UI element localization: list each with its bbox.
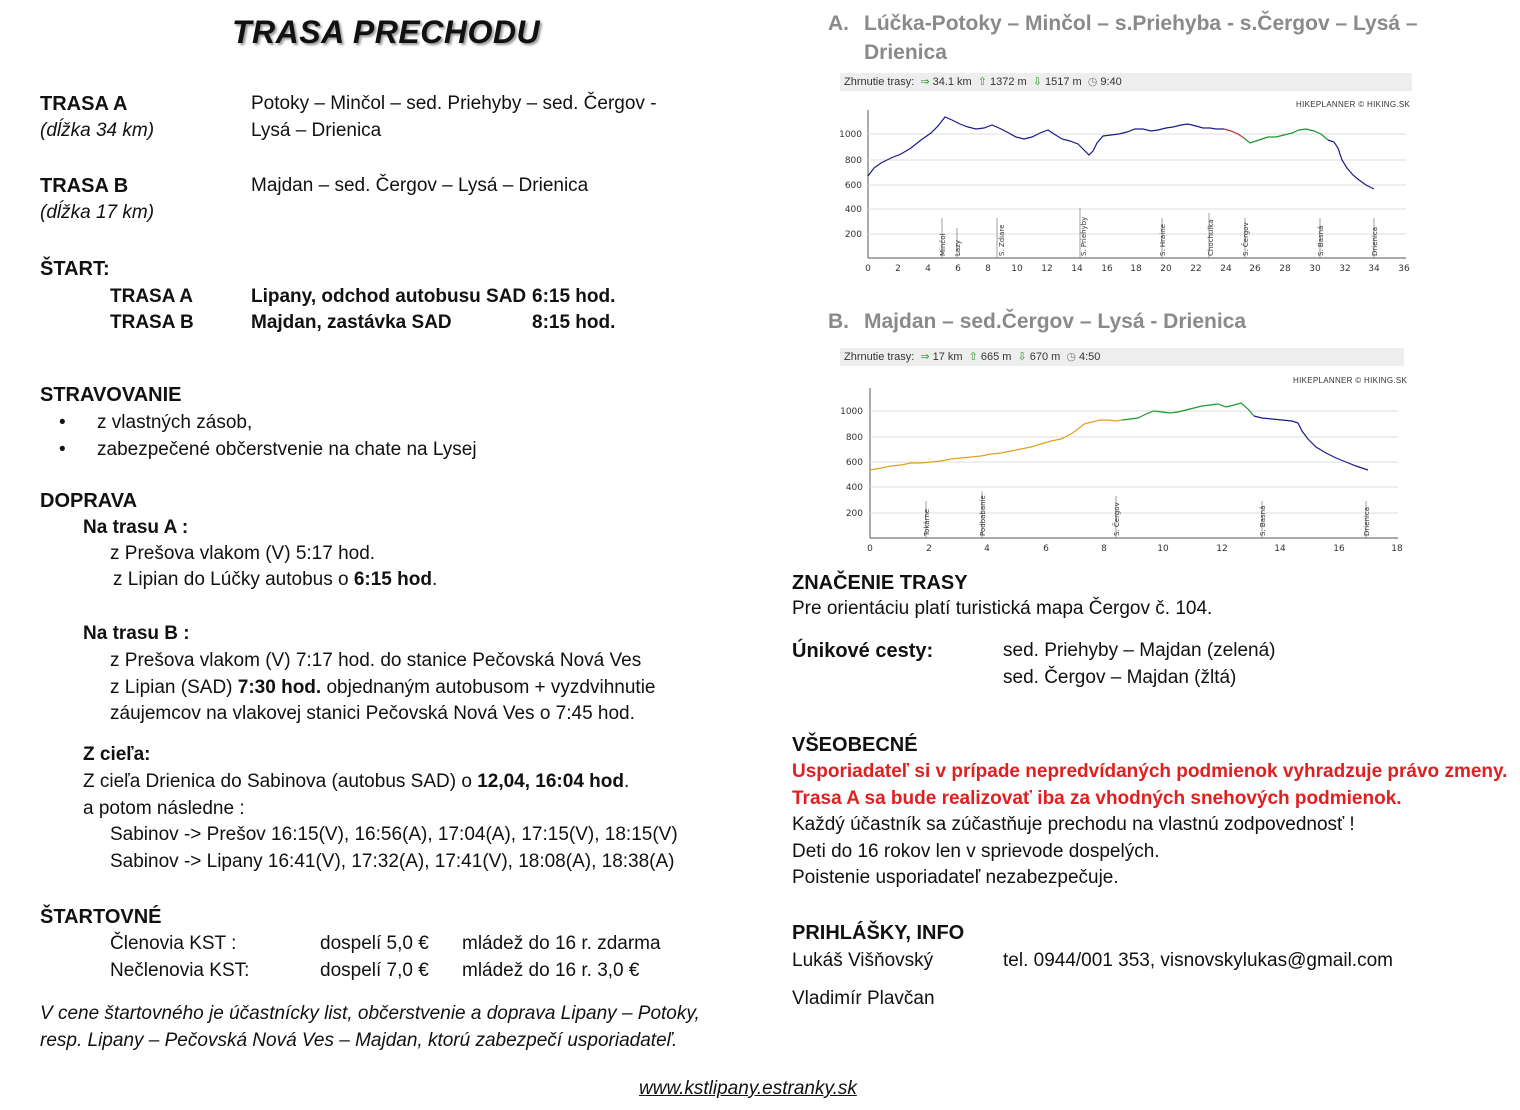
x-tick-label: 12 [1216,544,1228,554]
distance-value: 34.1 km [932,76,972,88]
descent-icon: ⇩ [1017,351,1027,363]
waypoint-markers [926,491,1366,538]
waypoint-label: S. Čergov [1242,222,1250,256]
ascent-icon: ⇧ [977,76,988,88]
profile-b-letter: B. [828,310,849,333]
clock-icon: ◷ [1066,351,1076,363]
escape-label: Únikové cesty: [792,640,934,662]
x-tick-label: 28 [1279,264,1291,274]
profile-b-brand: HIKEPLANNER © HIKING.SK [1293,376,1408,385]
escape-route: sed. Čergov – Majdan (žltá) [1003,667,1237,688]
food-heading: STRAVOVANIE [40,384,182,406]
page-title: TRASA PRECHODU [232,14,541,50]
fee-youth: mládež do 16 r. zdarma [462,933,661,954]
start-row-time: 6:15 hod. [532,286,616,307]
y-tick-label: 800 [844,156,862,166]
waypoint-label: Minčol [939,233,947,256]
ascent-value: 665 m [980,351,1012,363]
general-line: Poistenie usporiadateľ nezabezpečuje. [792,867,1119,888]
contact-phone-email: tel. 0944/001 353, visnovskylukas@gmail.com [1003,950,1393,971]
general-line: Deti do 16 rokov len v sprievode dospelých. [792,841,1160,862]
waypoint-label: Lazy [954,239,962,256]
clock-icon: ◷ [1087,76,1098,88]
x-tick-label: 24 [1220,264,1232,274]
goal-line4: Sabinov -> Lipany 16:41(V), 17:32(A), 17:41(V), 18:08(A), 18:38(A) [110,851,675,872]
x-tick-label: 2 [926,544,932,554]
x-tick-label: 26 [1249,264,1261,274]
x-tick-label: 30 [1309,264,1321,274]
y-tick-labels [839,130,862,240]
marking-heading: ZNAČENIE TRASY [792,572,968,594]
ascent-value: 1372 m [990,76,1027,88]
elevation-line-blue-end [1328,140,1374,189]
fee-note-line1: V cene štartovného je účastnícky list, občerstvenie a doprava Lipany – Potoky, [40,1003,700,1024]
fee-youth: mládež do 16 r. 3,0 € [462,960,640,981]
distance-value: 17 km [932,351,963,363]
x-tick-label: 8 [985,264,991,274]
waypoint-label: S. Hraine [1159,223,1167,256]
profile-b-summary-bar [840,348,1404,366]
x-tick-label: 18 [1391,544,1403,554]
fee-who: Členovia KST : [110,933,237,954]
transport-heading: DOPRAVA [40,490,138,512]
general-warning: Usporiadateľ si v prípade nepredvídaných podmienok vyhradzuje právo zmeny. [792,761,1508,782]
fee-who: Nečlenovia KST: [110,960,250,981]
x-tick-label: 0 [867,544,873,554]
start-row-place: Majdan, zastávka SAD [251,312,452,333]
gridlines [870,411,1398,513]
y-tick-label: 200 [845,509,863,519]
x-tick-label: 14 [1071,264,1083,274]
route-a-line1: Potoky – Minčol – sed. Priehyby – sed. Čergov - [251,93,657,114]
y-tick-label: 600 [844,181,862,191]
x-tick-label: 18 [1130,264,1142,274]
waypoint-label: S. Čergov [1113,502,1121,536]
route-b-label: TRASA B [40,175,129,197]
start-heading: ŠTART: [40,258,110,280]
transport-a-heading: Na trasu A : [83,517,189,538]
x-tick-labels [867,544,1403,554]
y-tick-label: 1000 [839,130,862,140]
x-tick-label: 14 [1274,544,1286,554]
waypoint-label: S. Priehyby [1080,216,1088,256]
start-row-label: TRASA A [110,286,194,307]
contact-name: Lukáš Višňovský [792,950,934,971]
duration-value: 9:40 [1100,76,1122,88]
contact-name: Vladimír Plavčan [792,988,935,1009]
ascent-icon: ⇧ [968,351,978,363]
y-tick-label: 400 [845,483,863,493]
y-tick-label: 400 [844,205,862,215]
start-row-place: Lipany, odchod autobusu SAD [251,286,527,307]
profile-a-letter: A. [828,12,849,35]
escape-route: sed. Priehyby – Majdan (zelená) [1003,640,1276,661]
x-tick-label: 10 [1011,264,1023,274]
x-tick-label: 36 [1398,264,1410,274]
goal-heading: Z cieľa: [83,744,151,765]
distance-icon: ⇒ [920,351,930,363]
waypoint-label: Podbabanie [979,495,987,536]
y-tick-labels [840,407,863,519]
x-tick-label: 6 [1043,544,1049,554]
transport-a-line2: z Lipian do Lúčky autobus o 6:15 hod. [113,569,438,590]
x-tick-label: 6 [955,264,961,274]
profile-a-brand: HIKEPLANNER © HIKING.SK [1296,100,1411,109]
x-tick-label: 4 [925,264,931,274]
descent-value: 1517 m [1045,76,1082,88]
waypoint-label: S. Basná [1317,225,1325,256]
y-tick-label: 800 [845,433,863,443]
x-tick-label: 20 [1160,264,1172,274]
fee-adult: dospelí 5,0 € [320,933,429,954]
x-tick-label: 2 [895,264,901,274]
waypoint-label: Drienica [1371,226,1379,256]
waypoint-label: S. Basná [1259,505,1267,536]
x-tick-label: 8 [1101,544,1107,554]
elevation-line-blue [868,117,1224,176]
descent-icon: ⇩ [1032,76,1042,88]
transport-b-line2: z Lipian (SAD) 7:30 hod. objednaným autobusom + vyzdvihnutie [110,677,656,698]
food-item: • z vlastných zásob, [97,410,252,436]
fee-adult: dospelí 7,0 € [320,960,429,981]
general-line: Každý účastník sa zúčastňuje prechodu na vlastnú zodpovednosť ! [792,814,1355,835]
x-tick-label: 16 [1101,264,1113,274]
profile-a-heading-line2: Drienica [864,41,947,64]
y-tick-label: 1000 [840,407,863,417]
contact-heading: PRIHLÁŠKY, INFO [792,922,965,944]
waypoint-label: Chochulka [1207,219,1215,256]
x-tick-label: 16 [1333,544,1345,554]
x-tick-label: 10 [1157,544,1169,554]
gridlines [868,134,1406,234]
fee-heading: ŠTARTOVNÉ [40,906,162,928]
profile-a-summary-bar [840,73,1412,91]
footer-website-link[interactable]: www.kstlipany.estranky.sk [639,1078,857,1099]
route-a-label: TRASA A [40,93,128,115]
marking-text: Pre orientáciu platí turistická mapa Čergov č. 104. [792,598,1213,619]
food-item: • zabezpečené občerstvenie na chate na Lysej [97,437,477,463]
fee-note-line2: resp. Lipany – Pečovská Nová Ves – Majdan, ktorú zabezpečí usporiadateľ. [40,1030,678,1051]
start-row-label: TRASA B [110,312,194,333]
y-tick-label: 200 [844,230,862,240]
waypoint-label: S. Zdiare [998,224,1006,256]
x-tick-labels [865,264,1410,274]
waypoint-markers [942,208,1374,258]
x-tick-label: 34 [1368,264,1380,274]
route-b-length: (dĺžka 17 km) [40,202,155,223]
general-heading: VŠEOBECNÉ [792,734,918,756]
elevation-line-green [1244,129,1328,143]
general-warning: Trasa A sa bude realizovať iba za vhodných snehových podmienok. [792,788,1402,809]
profile-b-heading-line1: Majdan – sed.Čergov – Lysá - Drienica [864,310,1247,333]
transport-a-line1: z Prešova vlakom (V) 5:17 hod. [110,543,376,564]
x-tick-label: 12 [1041,264,1053,274]
waypoint-labels [923,495,1371,537]
x-tick-label: 22 [1190,264,1202,274]
start-row-time: 8:15 hod. [532,312,616,333]
profile-a-heading-line1: Lúčka-Potoky – Minčol – s.Priehyba - s.Čergov – Lysá – [864,12,1418,35]
waypoint-labels [939,217,1379,256]
x-tick-label: 32 [1339,264,1351,274]
waypoint-label: Drienica [1363,506,1371,536]
duration-value: 4:50 [1078,351,1101,363]
x-tick-label: 4 [984,544,990,554]
route-b-line1: Majdan – sed. Čergov – Lysá – Drienica [251,175,589,196]
goal-line1: Z cieľa Drienica do Sabinova (autobus SAD) o 12,04, 16:04 hod. [83,771,630,792]
summary-label: Zhrnutie trasy: [844,76,915,88]
distance-icon: ⇒ [920,76,930,88]
waypoint-label: Tokárne [923,508,931,536]
goal-line3: Sabinov -> Prešov 16:15(V), 16:56(A), 17:04(A), 17:15(V), 18:15(V) [110,824,678,845]
y-tick-label: 600 [845,458,863,468]
x-tick-label: 0 [865,264,871,274]
goal-line2: a potom následne : [83,798,245,819]
route-a-length: (dĺžka 34 km) [40,120,155,141]
profile-b-chart [836,386,1406,554]
summary-label: Zhrnutie trasy: [844,351,915,363]
transport-b-line3: záujemcov na vlakovej stanici Pečovská Nová Ves o 7:45 hod. [110,703,635,724]
route-a-line2: Lysá – Drienica [251,120,382,141]
descent-value: 670 m [1029,351,1061,363]
transport-b-line1: z Prešova vlakom (V) 7:17 hod. do stanice Pečovská Nová Ves [110,650,642,671]
profile-a-chart [836,108,1416,276]
transport-b-heading: Na trasu B : [83,623,190,644]
